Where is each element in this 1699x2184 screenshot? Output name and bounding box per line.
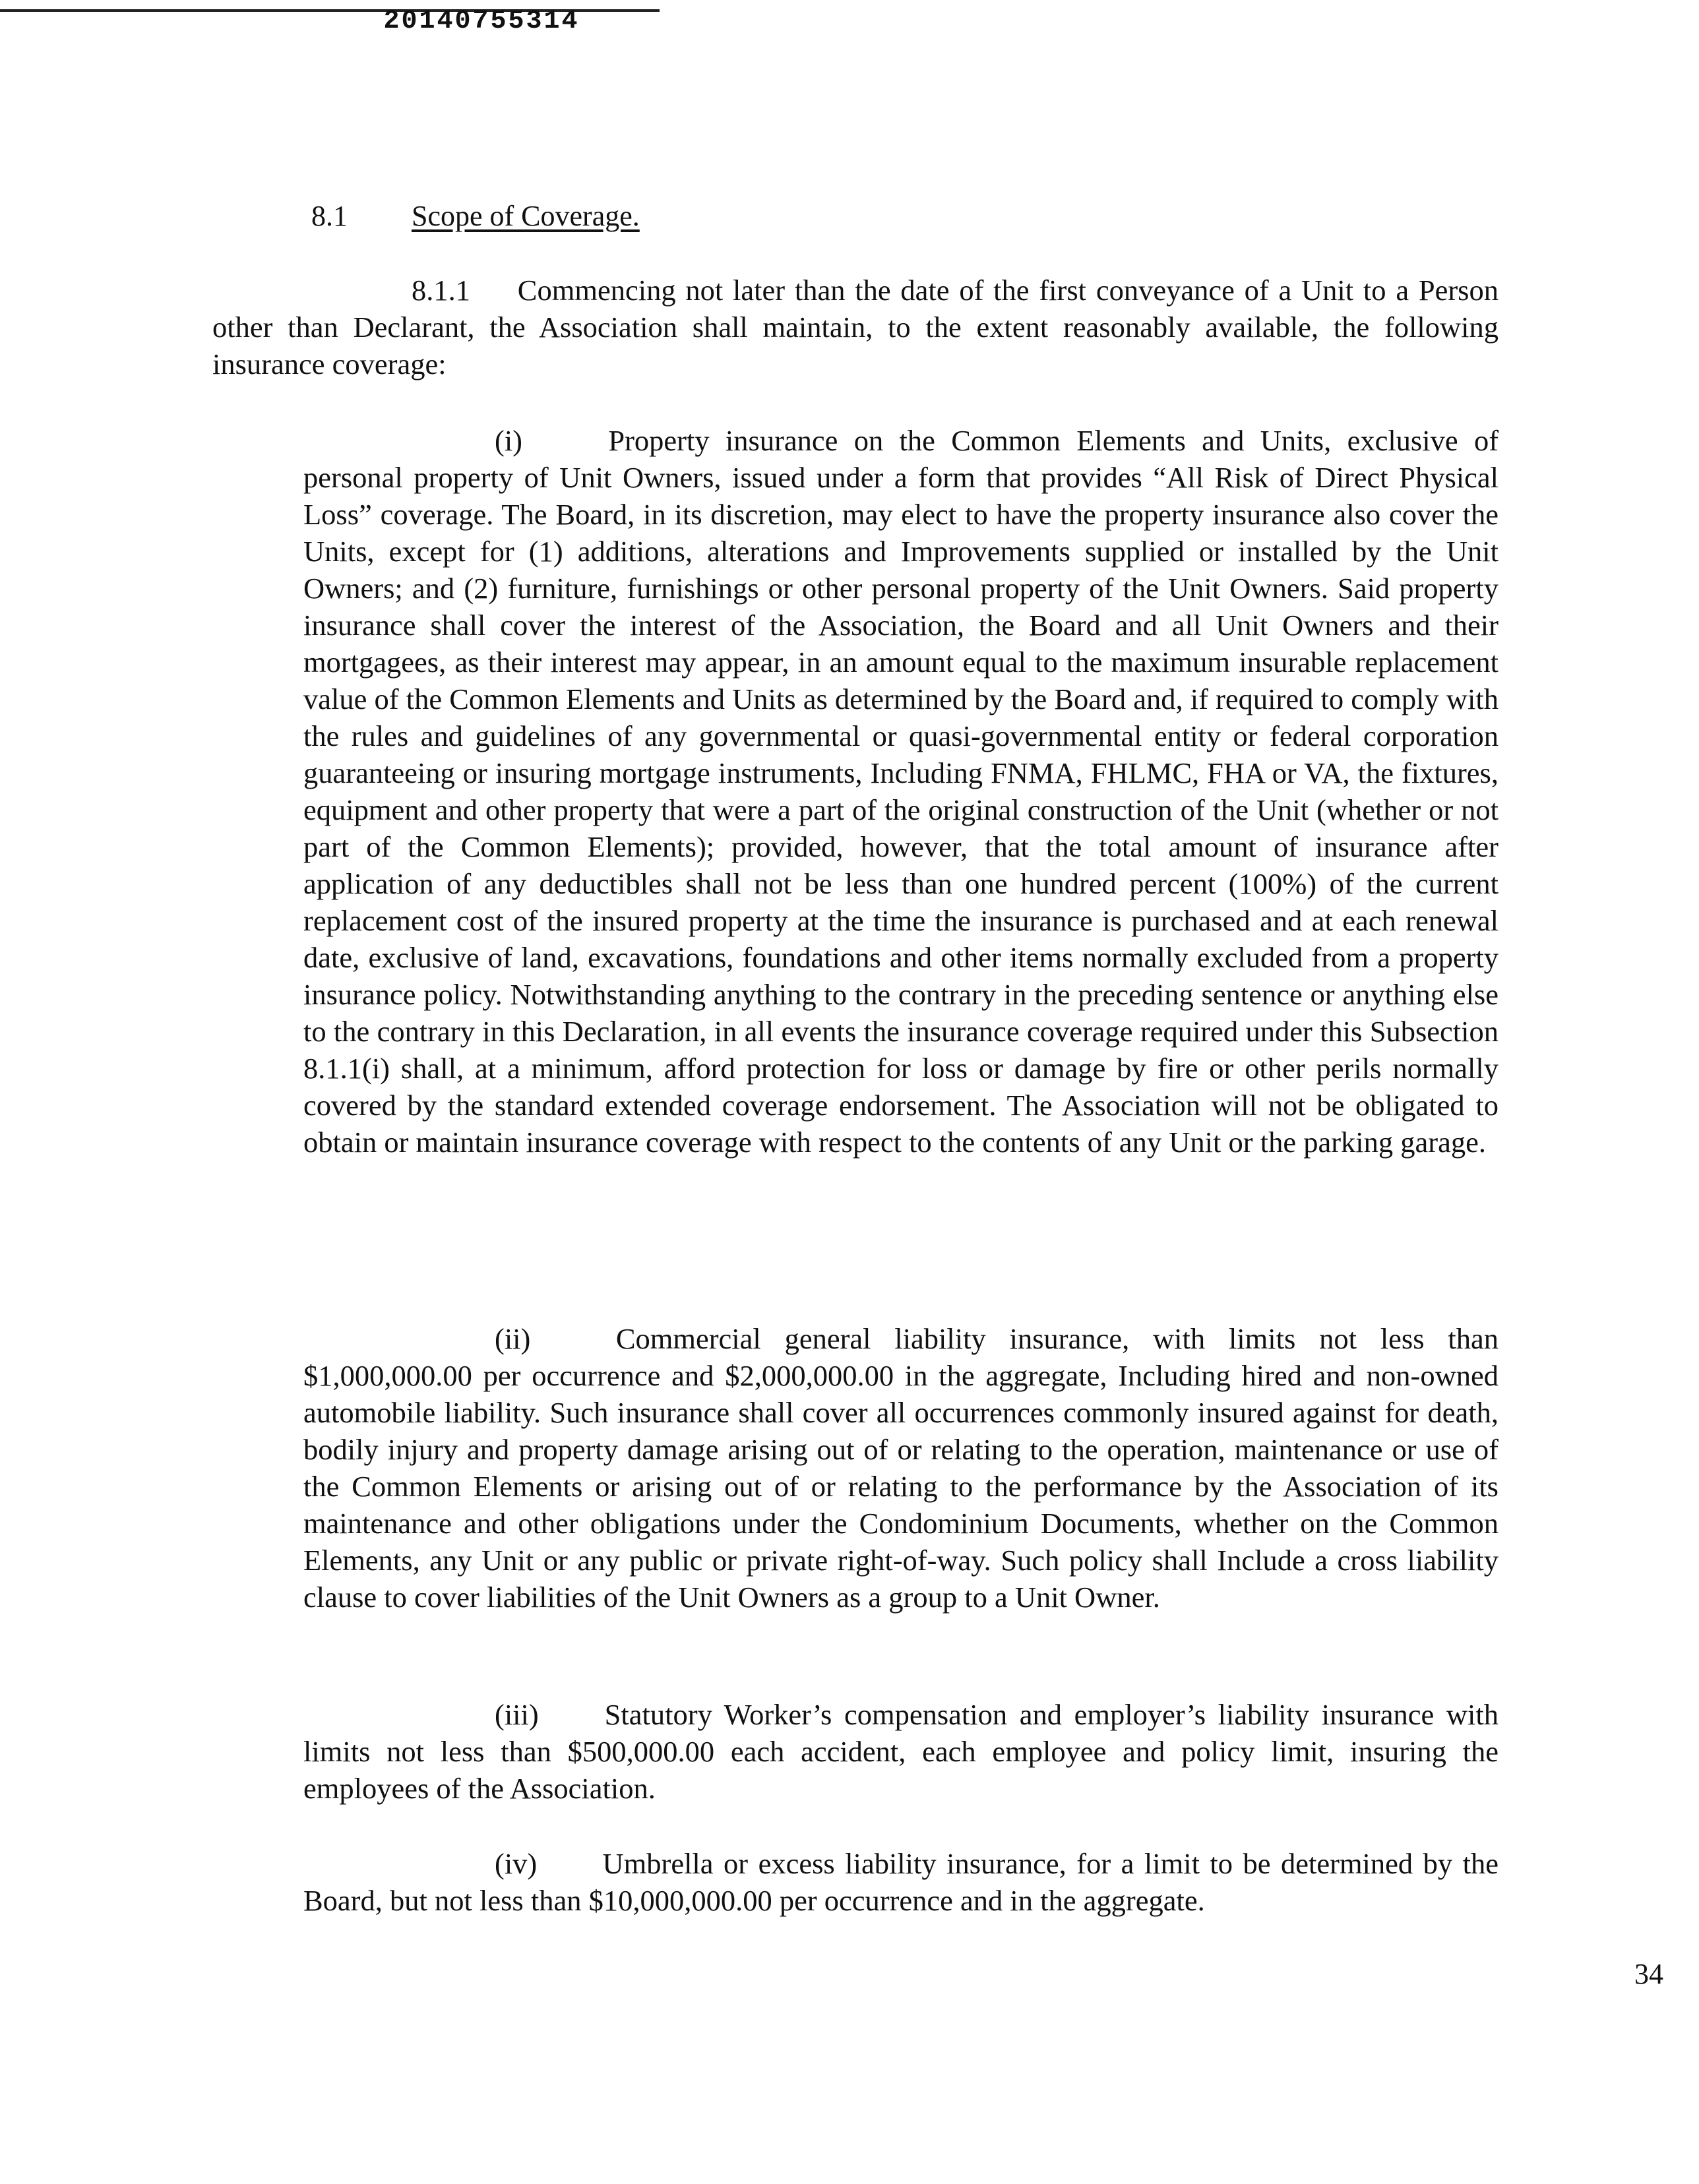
clause-marker: (iii) [495,1698,539,1731]
clause-text: Commercial general liability insurance, with limits not less than $1,000,000.00 per occurrence and $2,000,000.00 in the aggregate, Including hired and non-owned automobile liability. Such insurance shall cover all occurrences commonly insured against for death, bodily injury and property damage arising out of or relating to the operation, maintenance or use of the Common Elements or arising out of or relating to the performance by the Association of its maintenance and other obligations under the Condominium Documents, whether on the Common Elements, any Unit or any public or private right-of-way. Such policy shall Include a cross liability clause to cover liabilities of the Unit Owners as a group to a Unit Owner. [303,1322,1498,1614]
section-title: Scope of Coverage. [412,200,640,232]
clause-text: Statutory Worker’s compensation and employer’s liability insurance with limits not less than $500,000.00 each accident, each employee and policy limit, insuring the employees of the Association. [303,1698,1499,1805]
clause-iii [303,1696,1498,1807]
section-number: 8.1 [311,200,348,232]
clause-ii [303,1320,1498,1616]
clause-text: Umbrella or excess liability insurance, for a limit to be determined by the Board, but not less than $10,000,000.00 per occurrence and in the aggregate. [303,1847,1499,1917]
clause-marker: (ii) [495,1322,531,1355]
clause-marker: (iv) [495,1847,538,1880]
document-number: 20140755314 [383,7,580,36]
page-number: 34 [1634,1958,1663,1990]
clause-i [303,422,1498,1161]
clause-iv [303,1845,1498,1919]
paragraph-8-1-1 [212,272,1498,382]
paragraph-text: Commencing not later than the date of the first conveyance of a Unit to a Person other than Declarant, the Association shall maintain, to the extent reasonably available, the following insurance coverage: [212,274,1499,380]
paragraph-number: 8.1.1 [412,274,470,307]
section-heading [311,199,640,233]
clause-text: Property insurance on the Common Elements and Units, exclusive of personal property of Unit Owners, issued under a form that provides “All Risk of Direct Physical Loss” coverage. The Board, in its discretion, may elect to have the property insurance also cover the Units, except for (1) additions, alterations and Improvements supplied or installed by the Unit Owners; and (2) furniture, furnishings or other personal property of the Unit Owners. Said property insurance shall cover the interest of the Association, the Board and all Unit Owners and their mortgagees, as their interest may appear, in an amount equal to the maximum insurable replacement value of the Common Elements and Units as determined by the Board and, if required to comply with the rules and guidelines of any governmental or quasi-governmental entity or federal corporation guaranteeing or insuring mortgage instruments, Including FNMA, FHLMC, FHA or VA, the fixtures, equipment and other property that were a part of the original construction of the Unit (whether or not part of the Common Elements); provided, however, that the total amount of insurance after application of any deductibles shall not be less than one hundred percent (100%) of the current replacement cost of the insured property at the time the insurance is purchased and at each renewal date, exclusive of land, excavations, foundations and other items normally excluded from a property insurance policy. Notwithstanding anything to the contrary in the preceding sentence or anything else to the contrary in this Declaration, in all events the insurance coverage required under this Subsection 8.1.1(i) shall, at a minimum, afford protection for loss or damage by fire or other perils normally covered by the standard extended coverage endorsement. The Association will not be obligated to obtain or maintain insurance coverage with respect to the contents of any Unit or the parking garage. [303,424,1499,1159]
clause-marker: (i) [495,424,523,457]
